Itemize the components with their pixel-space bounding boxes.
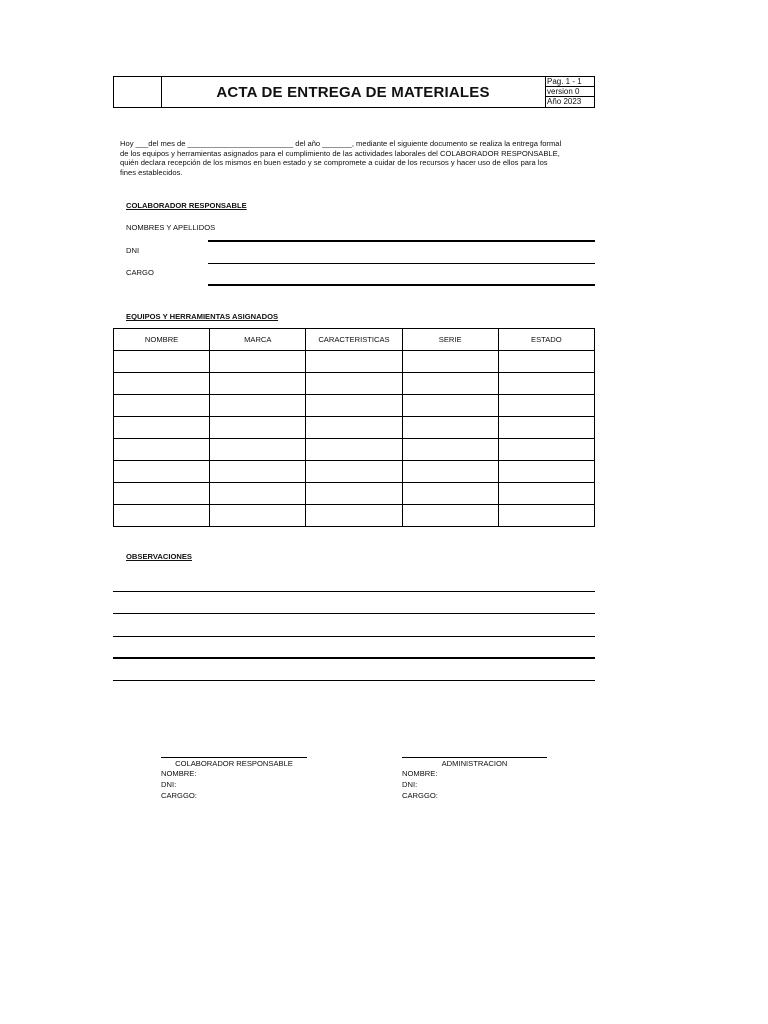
signature-cargo-label: CARGGO: [161, 791, 197, 800]
table-cell[interactable] [498, 373, 594, 395]
dni-field[interactable] [208, 263, 595, 264]
table-cell[interactable] [402, 351, 498, 373]
signature-line[interactable] [402, 757, 547, 758]
signature-nombre-label: NOMBRE: [161, 769, 197, 778]
table-row [114, 505, 595, 527]
signature-block-administracion [402, 757, 547, 801]
table-row [114, 351, 595, 373]
table-cell[interactable] [114, 439, 210, 461]
table-cell[interactable] [402, 439, 498, 461]
table-row [114, 417, 595, 439]
cargo-label: CARGO [126, 268, 154, 277]
table-cell[interactable] [306, 351, 402, 373]
document-title: ACTA DE ENTREGA DE MATERIALES [161, 77, 546, 107]
column-header-serie: SERIE [402, 329, 498, 351]
table-cell[interactable] [402, 505, 498, 527]
table-cell[interactable] [210, 461, 306, 483]
signature-title: COLABORADOR RESPONSABLE [175, 759, 293, 768]
table-cell[interactable] [402, 417, 498, 439]
table-cell[interactable] [210, 417, 306, 439]
page-number: Pag. 1 - 1 [546, 77, 594, 87]
signature-line[interactable] [161, 757, 307, 758]
table-cell[interactable] [306, 417, 402, 439]
table-cell[interactable] [498, 483, 594, 505]
observaciones-line[interactable] [113, 613, 595, 614]
dni-label: DNI [126, 246, 140, 255]
table-cell[interactable] [114, 395, 210, 417]
logo-placeholder [114, 77, 162, 107]
table-row [114, 373, 595, 395]
column-header-marca: MARCA [210, 329, 306, 351]
equipos-heading: EQUIPOS Y HERRAMIENTAS ASIGNADOS [126, 312, 279, 321]
table-cell[interactable] [402, 483, 498, 505]
table-cell[interactable] [498, 505, 594, 527]
table-cell[interactable] [498, 395, 594, 417]
table-cell[interactable] [306, 373, 402, 395]
table-cell[interactable] [114, 505, 210, 527]
table-cell[interactable] [210, 439, 306, 461]
table-cell[interactable] [402, 395, 498, 417]
table-cell[interactable] [114, 417, 210, 439]
table-cell[interactable] [402, 373, 498, 395]
table-header-row [114, 329, 595, 351]
signature-dni-label: DNI: [161, 780, 177, 789]
signature-cargo-label: CARGGO: [402, 791, 438, 800]
table-cell[interactable] [498, 351, 594, 373]
intro-line: de los equipos y herramientas asignados para el cumplimiento de las actividades laborales del COLABORADOR RESPONSABLE, [120, 148, 560, 158]
table-cell[interactable] [498, 461, 594, 483]
year-label: Año 2023 [547, 97, 582, 106]
version-label: version 0 [546, 87, 594, 97]
table-cell[interactable] [210, 351, 306, 373]
table-cell[interactable] [306, 439, 402, 461]
observaciones-line[interactable] [113, 657, 595, 659]
column-header-caracteristicas: CARACTERISTICAS [306, 329, 402, 351]
names-label: NOMBRES Y APELLIDOS [126, 223, 216, 232]
table-cell[interactable] [210, 483, 306, 505]
table-cell[interactable] [306, 483, 402, 505]
table-cell[interactable] [210, 373, 306, 395]
observaciones-line[interactable] [113, 680, 595, 681]
table-cell[interactable] [114, 351, 210, 373]
column-header-nombre: NOMBRE [114, 329, 210, 351]
table-cell[interactable] [402, 461, 498, 483]
table-cell[interactable] [498, 439, 594, 461]
intro-line: quién declara recepción de los mismos en buen estado y se compromete a cuidar de los recursos y hacer uso de ellos para los [120, 158, 548, 168]
intro-line: fines establecidos. [120, 167, 183, 177]
table-cell[interactable] [210, 395, 306, 417]
table-row [114, 461, 595, 483]
table-cell[interactable] [114, 373, 210, 395]
table-cell[interactable] [210, 505, 306, 527]
observaciones-line[interactable] [113, 636, 595, 637]
observaciones-heading: OBSERVACIONES [126, 552, 192, 561]
table-row [114, 483, 595, 505]
signature-block-colaborador [161, 757, 307, 801]
names-field[interactable] [208, 240, 595, 242]
table-cell[interactable] [114, 483, 210, 505]
table-cell[interactable] [114, 461, 210, 483]
equipment-table [113, 328, 595, 527]
column-header-estado: ESTADO [498, 329, 594, 351]
intro-paragraph [120, 139, 590, 177]
document-header [113, 76, 595, 108]
colaborador-heading: COLABORADOR RESPONSABLE [126, 201, 247, 210]
table-cell[interactable] [498, 417, 594, 439]
signature-nombre-label: NOMBRE: [402, 769, 438, 778]
cargo-field[interactable] [208, 284, 595, 286]
signature-dni-label: DNI: [402, 780, 418, 789]
table-row [114, 395, 595, 417]
table-row [114, 439, 595, 461]
signature-title: ADMINISTRACION [441, 759, 508, 768]
table-cell[interactable] [306, 505, 402, 527]
table-cell[interactable] [306, 395, 402, 417]
observaciones-line[interactable] [113, 591, 595, 592]
table-cell[interactable] [306, 461, 402, 483]
intro-line: Hoy ___del mes de _________________________ del año _______, mediante el siguiente documento se realiza la entrega formal [120, 139, 562, 148]
